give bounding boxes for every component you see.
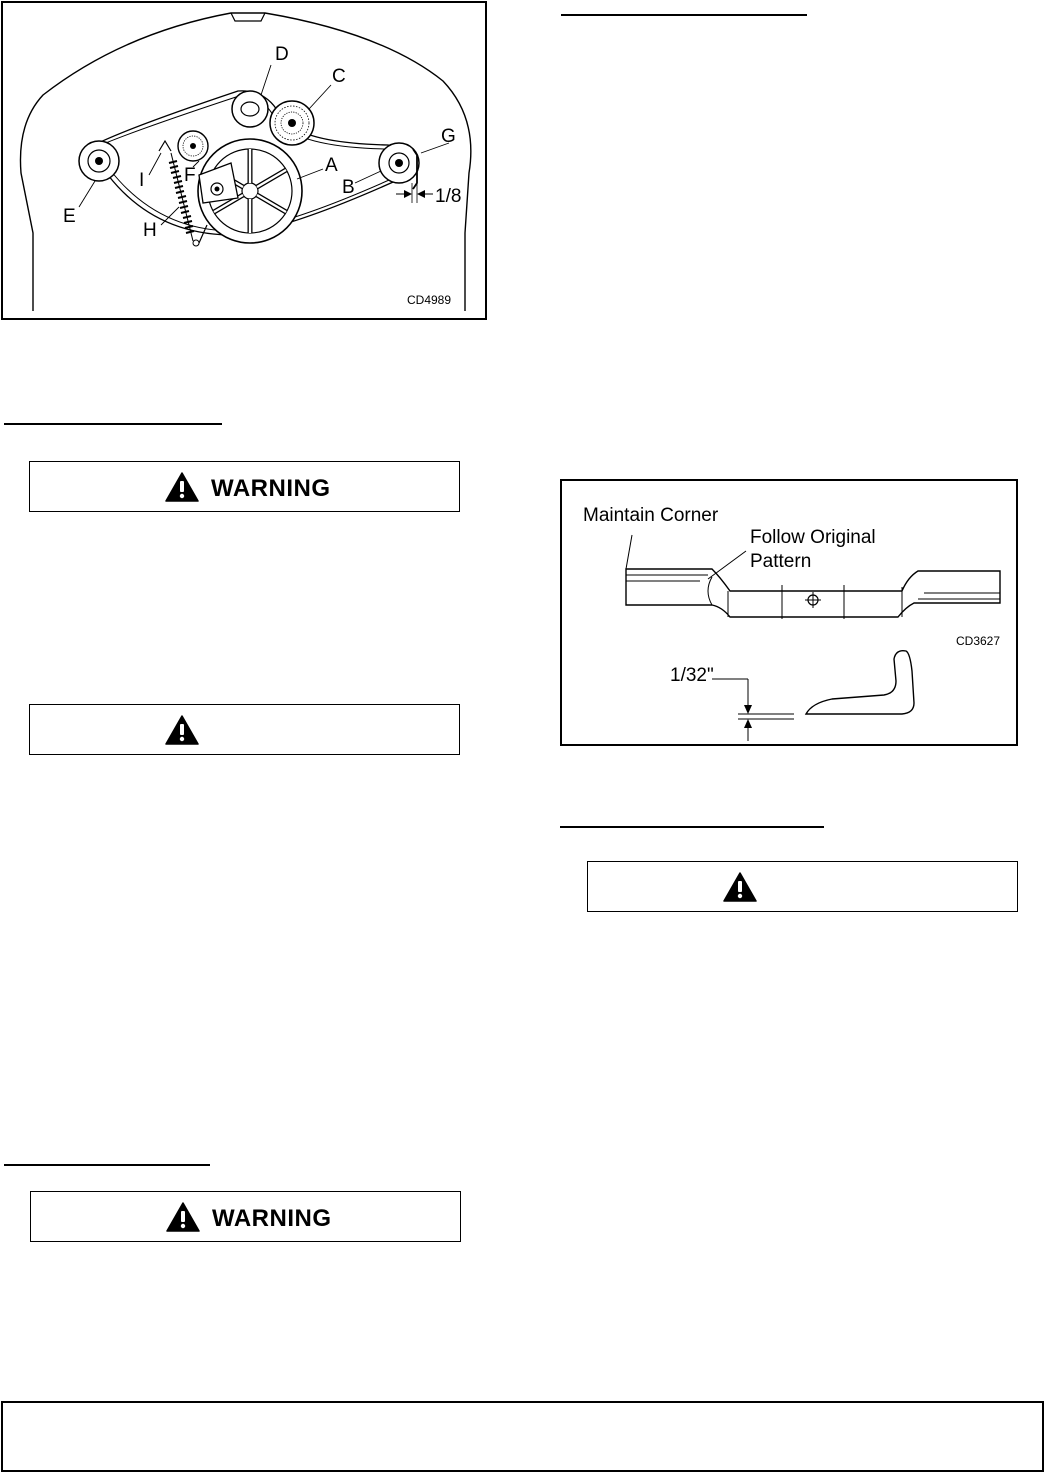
callout-g: G [441,126,456,147]
callout-i: I [139,170,145,191]
callout-h: H [143,220,157,241]
warning-label-1: WARNING [211,475,331,502]
label-pattern: Pattern [750,551,812,572]
callout-d: D [275,44,289,65]
dimension-1-32: 1/32" [670,665,714,686]
label-follow-original: Follow Original [750,527,876,548]
callout-f: F [184,165,196,186]
warning-triangle-icon [166,1202,200,1232]
belt-diagram-svg [3,3,485,318]
pulley-f [178,131,208,161]
callout-b: B [342,177,355,198]
callout-e: E [63,206,76,227]
label-maintain-corner: Maintain Corner [583,505,719,526]
belt-diagram-figure [1,1,487,320]
blade-diagram-svg [562,481,1016,744]
warning-triangle-icon [165,715,199,745]
pulley-c [270,101,314,145]
figure-code-2: CD3627 [956,634,1001,648]
figure-code: CD4989 [407,293,452,307]
warning-box-2 [29,704,460,755]
callout-c: C [332,66,346,87]
section-rule-4 [560,826,824,828]
section-rule-3 [561,14,807,16]
pulley-d [232,91,268,127]
dimension-1-8: 1/8 [435,186,462,207]
pulley-e [79,141,119,181]
blade-diagram-figure [560,479,1018,746]
warning-box-3 [587,861,1018,912]
warning-triangle-icon [165,472,199,502]
warning-label-4: WARNING [212,1205,332,1232]
section-rule-2 [4,1164,210,1166]
section-rule-1 [4,423,222,425]
footer-box [1,1401,1044,1472]
warning-box-4 [30,1191,461,1242]
warning-triangle-icon [723,872,757,902]
callout-a: A [325,155,338,176]
warning-box-1 [29,461,460,512]
